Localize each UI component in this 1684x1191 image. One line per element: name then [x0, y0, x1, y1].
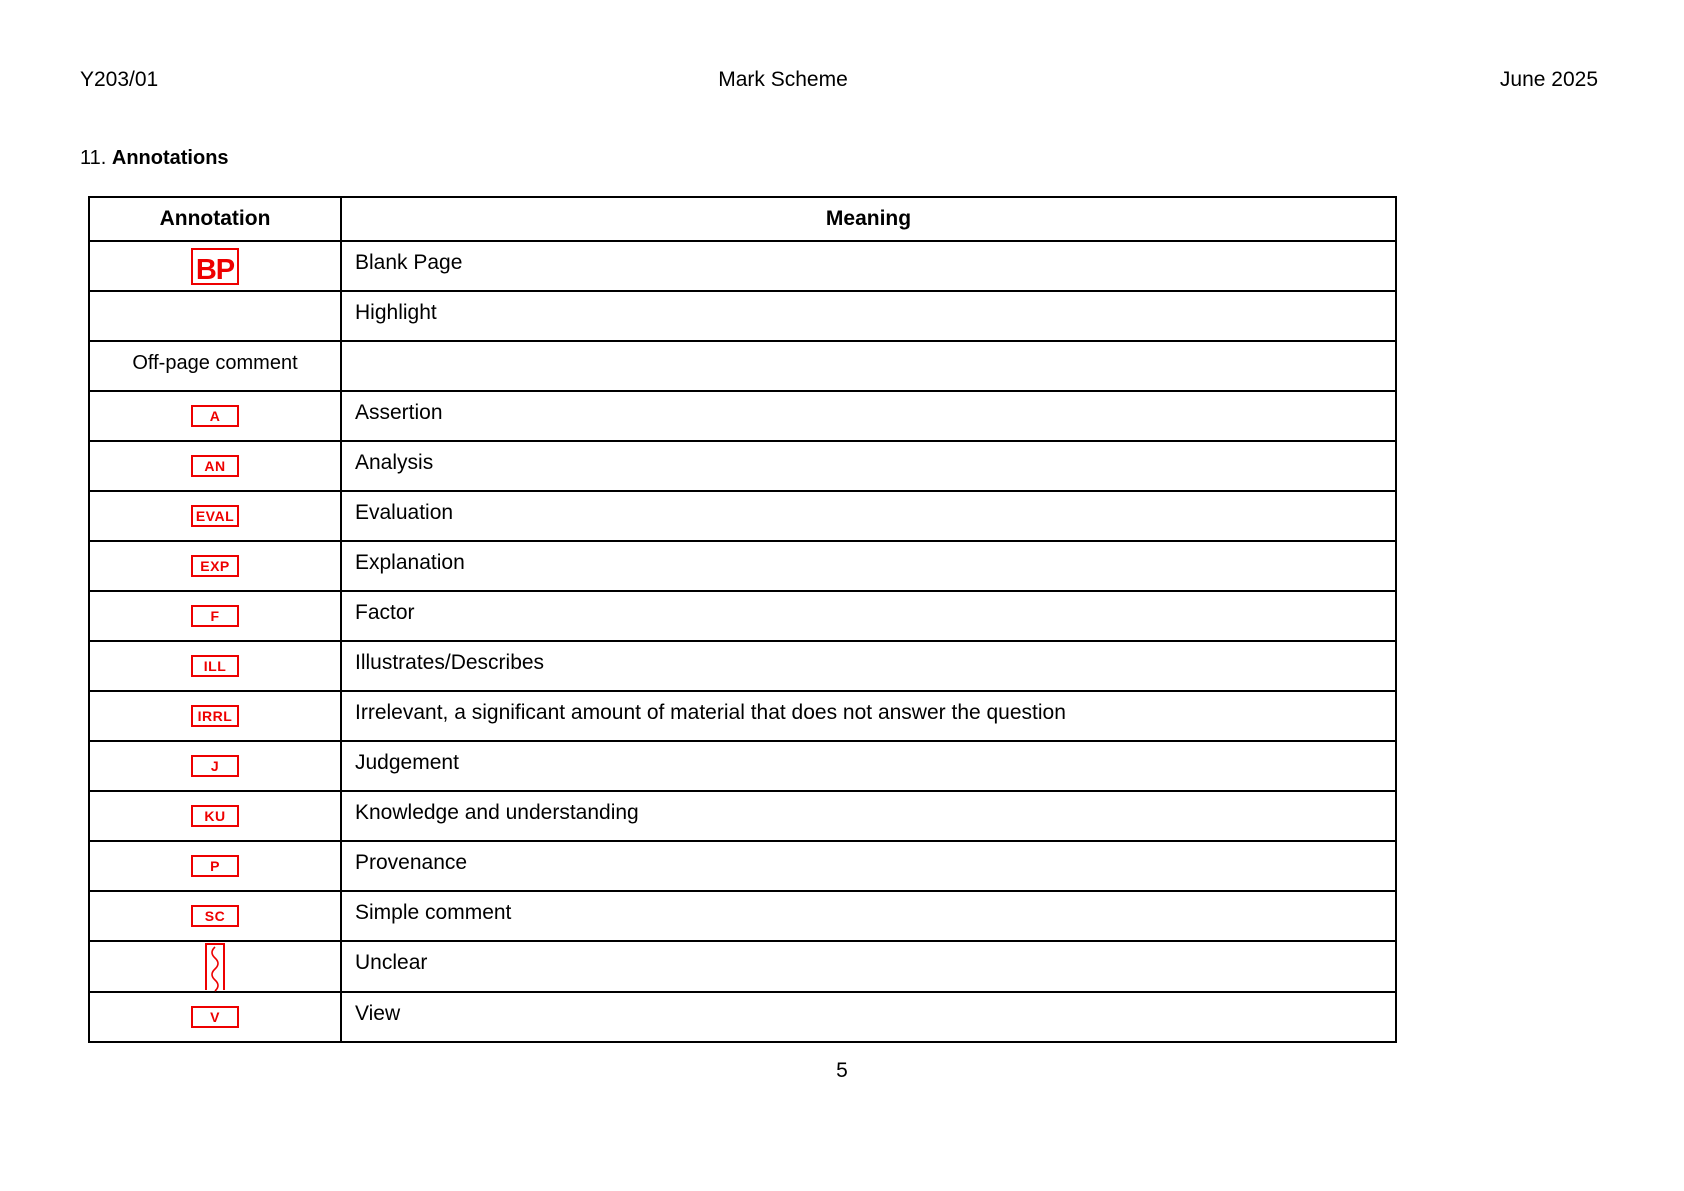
sc-stamp-icon: SC	[191, 905, 239, 927]
a-stamp-icon: A	[191, 405, 239, 427]
annotations-table	[88, 196, 1397, 1043]
annotation-cell	[89, 541, 341, 591]
j-stamp-icon: J	[191, 755, 239, 777]
meaning-cell: Illustrates/Describes	[341, 641, 1396, 691]
vertical-squiggle-icon	[205, 943, 225, 990]
table-row	[89, 741, 1396, 791]
annotation-cell	[89, 741, 341, 791]
annotation-cell	[89, 341, 341, 391]
table-row	[89, 441, 1396, 491]
annotation-cell	[89, 691, 341, 741]
table-header-row	[89, 197, 1396, 241]
p-stamp-icon: P	[191, 855, 239, 877]
table-row	[89, 291, 1396, 341]
off-page-comment-label: Off-page comment	[132, 352, 298, 375]
table-row	[89, 941, 1396, 992]
annotation-cell	[89, 241, 341, 291]
annotation-cell	[89, 941, 341, 992]
irrl-stamp-icon: IRRL	[191, 705, 239, 727]
header-paper-code: Y203/01	[80, 68, 159, 91]
bp-stamp-icon: BP	[191, 248, 239, 285]
annotation-cell	[89, 591, 341, 641]
table-row	[89, 491, 1396, 541]
page-number: 5	[836, 1059, 848, 1083]
v-stamp-icon: V	[191, 1006, 239, 1028]
page-header	[0, 0, 1684, 91]
header-title: Mark Scheme	[718, 68, 848, 91]
table-row	[89, 992, 1396, 1042]
meaning-cell: Blank Page	[341, 241, 1396, 291]
table-row	[89, 241, 1396, 291]
table-row	[89, 341, 1396, 391]
meaning-cell: Assertion	[341, 391, 1396, 441]
column-header-meaning: Meaning	[341, 197, 1396, 241]
meaning-cell: Evaluation	[341, 491, 1396, 541]
header-date: June 2025	[1499, 68, 1598, 91]
annotation-cell	[89, 791, 341, 841]
meaning-cell: Irrelevant, a significant amount of material that does not answer the question	[341, 691, 1396, 741]
meaning-cell: Highlight	[341, 291, 1396, 341]
meaning-cell: Provenance	[341, 841, 1396, 891]
annotation-cell	[89, 391, 341, 441]
meaning-cell: Judgement	[341, 741, 1396, 791]
annotation-cell	[89, 491, 341, 541]
section-heading	[80, 147, 1684, 170]
annotation-cell-empty	[89, 291, 341, 341]
section-title: Annotations	[111, 147, 229, 170]
table-row	[89, 691, 1396, 741]
exp-stamp-icon: EXP	[191, 555, 239, 577]
table-row	[89, 791, 1396, 841]
meaning-cell-empty	[341, 341, 1396, 391]
column-header-annotation: Annotation	[89, 197, 341, 241]
meaning-cell: Analysis	[341, 441, 1396, 491]
eval-stamp-icon: EVAL	[191, 505, 239, 527]
meaning-cell: Explanation	[341, 541, 1396, 591]
annotation-cell	[89, 641, 341, 691]
table-row	[89, 841, 1396, 891]
f-stamp-icon: F	[191, 605, 239, 627]
table-row	[89, 591, 1396, 641]
section-number: 11.	[80, 147, 107, 170]
ku-stamp-icon: KU	[191, 805, 239, 827]
table-row	[89, 541, 1396, 591]
ill-stamp-icon: ILL	[191, 655, 239, 677]
meaning-cell: Simple comment	[341, 891, 1396, 941]
annotation-cell	[89, 841, 341, 891]
table-row	[89, 891, 1396, 941]
meaning-cell: Unclear	[341, 941, 1396, 992]
meaning-cell: Knowledge and understanding	[341, 791, 1396, 841]
table-row	[89, 391, 1396, 441]
table-row	[89, 641, 1396, 691]
an-stamp-icon: AN	[191, 455, 239, 477]
page-footer	[0, 1059, 1684, 1083]
meaning-cell: View	[341, 992, 1396, 1042]
annotation-cell	[89, 441, 341, 491]
meaning-cell: Factor	[341, 591, 1396, 641]
annotation-cell	[89, 891, 341, 941]
annotation-cell	[89, 992, 341, 1042]
